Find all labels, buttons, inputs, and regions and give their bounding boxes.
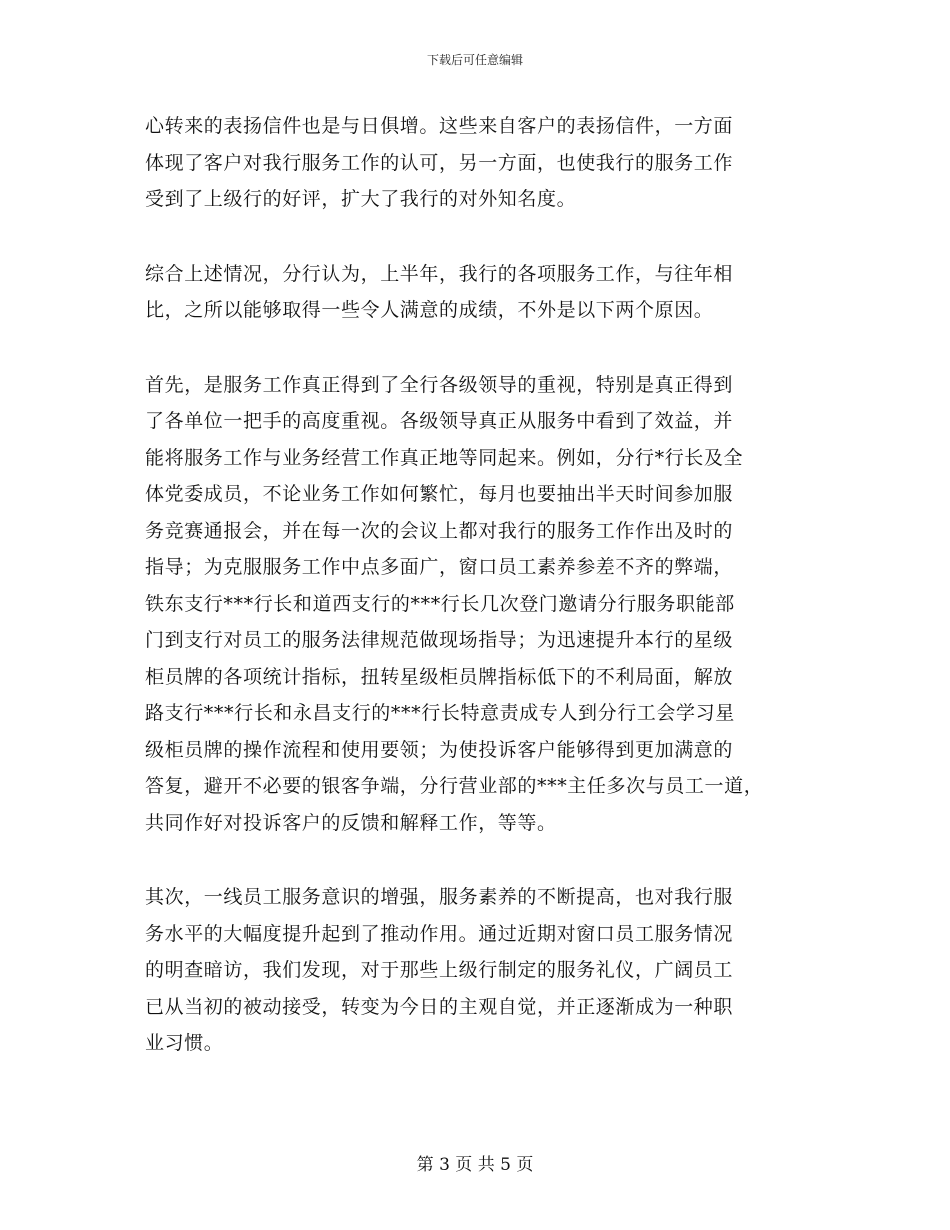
text-line: 务竞赛通报会，并在每一次的会议上都对我行的服务工作作出及时的: [145, 519, 734, 542]
paragraph-second-reason: [145, 879, 820, 1062]
text-line: 体党委成员，不论业务工作如何繁忙，每月也要抽出半天时间参加服: [145, 483, 734, 505]
text-line: 能将服务工作与业务经营工作真正地等同起来。例如，分行*行长及全: [145, 446, 744, 469]
text-line: 了各单位一把手的高度重视。各级领导真正从服务中看到了效益，并: [145, 410, 734, 432]
text-line: 受到了上级行的好评，扩大了我行的对外知名度。: [145, 188, 577, 210]
page-number: 第 3 页 共 5 页: [416, 1155, 534, 1175]
text-line: 路支行***行长和永昌支行的***行长特意责成专人到分行工会学习星: [145, 702, 735, 724]
text-line: 心转来的表扬信件也是与日俱增。这些来自客户的表扬信件，一方面: [145, 115, 734, 137]
text-line: 务水平的大幅度提升起到了推动作用。通过近期对窗口员工服务情况: [145, 922, 734, 945]
text-line: 业习惯。: [145, 1032, 224, 1054]
text-line: 柜员牌的各项统计指标，扭转星级柜员牌指标低下的不利局面，解放: [145, 665, 734, 688]
text-line: 指导；为克服服务工作中点多面广，窗口员工素养参差不齐的弊端，: [145, 556, 734, 578]
document-body: [145, 108, 820, 1100]
text-line: 的明查暗访，我们发现，对于那些上级行制定的服务礼仪，广阔员工: [145, 959, 734, 981]
text-line: 级柜员牌的操作流程和使用要领；为使投诉客户能够得到更加满意的: [145, 738, 734, 761]
text-line: 体现了客户对我行服务工作的认可，另一方面，也使我行的服务工作: [145, 151, 734, 174]
paragraph-first-reason: [145, 367, 820, 842]
page-header: 下载后可任意编辑: [426, 53, 523, 67]
text-line: 铁东支行***行长和道西支行的***行长几次登门邀请分行服务职能部: [145, 592, 735, 615]
text-line: 首先，是服务工作真正得到了全行各级领导的重视，特别是真正得到: [145, 373, 734, 396]
text-line: 共同作好对投诉客户的反馈和解释工作，等等。: [145, 811, 557, 834]
text-line: 综合上述情况，分行认为，上半年，我行的各项服务工作，与往年相: [145, 262, 734, 285]
text-line: 已从当初的被动接受，转变为今日的主观自觉，并正逐渐成为一种职: [145, 995, 734, 1018]
text-line: 比，之所以能够取得一些令人满意的成绩，不外是以下两个原因。: [145, 299, 714, 321]
paragraph-summary: [145, 256, 820, 329]
text-line: 其次，一线员工服务意识的增强，服务素养的不断提高，也对我行服: [145, 886, 734, 908]
text-line: 门到支行对员工的服务法律规范做现场指导；为迅速提升本行的星级: [145, 629, 734, 651]
paragraph-praise-letters: [145, 108, 820, 218]
text-line: 答复，避开不必要的银客争端，分行营业部的***主任多次与员工一道，: [145, 775, 764, 797]
